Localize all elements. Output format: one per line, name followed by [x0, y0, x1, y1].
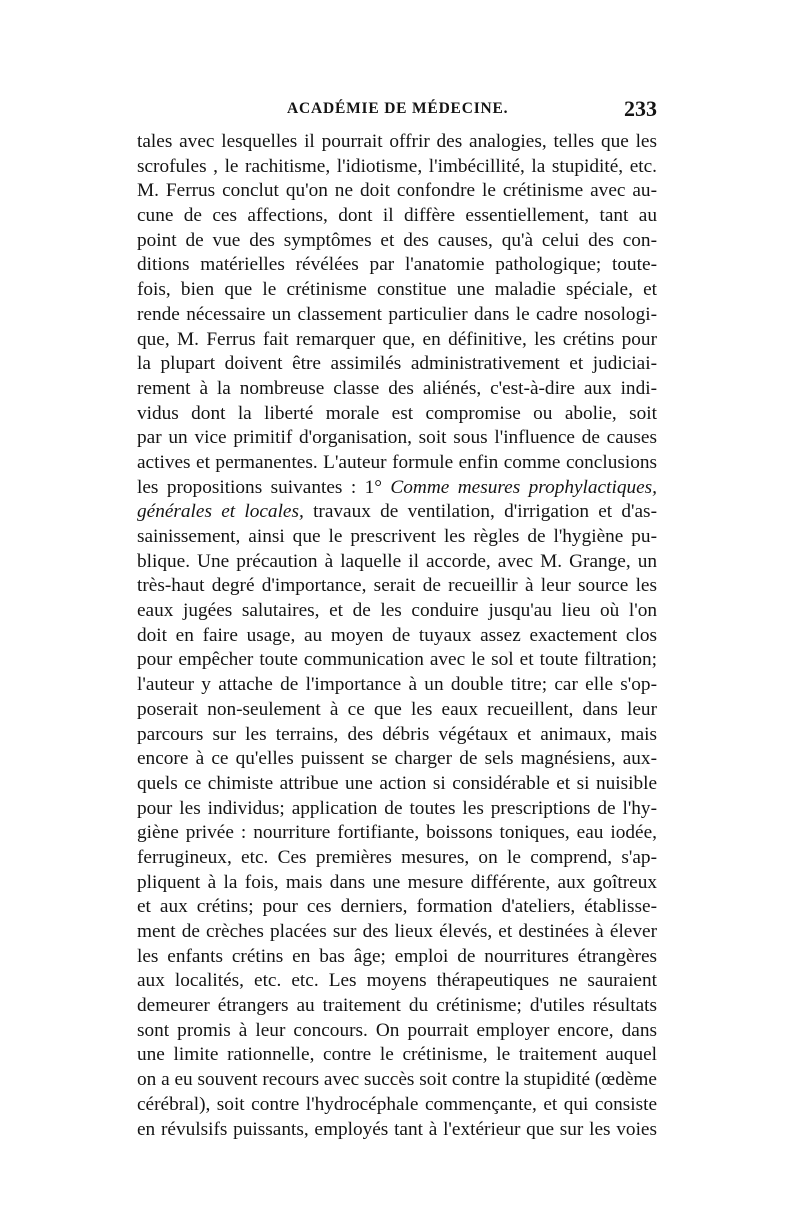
body-text — [137, 130, 657, 1142]
text-line: cérébral), soit contre l'hydrocéphale commençante, et qui consiste — [137, 1093, 657, 1115]
text-line: une limite rationnelle, contre le crétinisme, le traitement auquel — [137, 1044, 657, 1066]
text-line: pour empêcher toute communication avec le sol et toute filtration; — [137, 649, 657, 671]
text-line: M. Ferrus conclut qu'on ne doit confondre le crétinisme avec au- — [137, 180, 657, 202]
text-line: en révulsifs puissants, employés tant à l'extérieur que sur les voies — [137, 1118, 657, 1140]
text-line: ment de crèches placées sur des lieux élevés, et destinées à élever — [137, 921, 657, 942]
text-line: sainissement, ainsi que le prescrivent les règles de l'hygiène pu- — [137, 526, 657, 547]
text-line: sont promis à leur concours. On pourrait employer encore, dans — [137, 1019, 657, 1041]
text-line: rement à la nombreuse classe des aliénés, c'est-à-dire aux indi- — [137, 377, 657, 399]
text-line: et aux crétins; pour ces derniers, formation d'ateliers, établisse- — [137, 896, 657, 918]
text-line: pour les individus; application de toutes les prescriptions de l'hy- — [137, 797, 657, 819]
text-line: les enfants crétins en bas âge; emploi de nourritures étrangères — [137, 945, 657, 967]
text-line: l'auteur y attache de l'importance à un double titre; car elle s'op- — [137, 674, 657, 696]
text-line: demeurer étrangers au traitement du crétinisme; d'utiles résultats — [137, 995, 657, 1017]
text-line: doit en faire usage, au moyen de tuyaux assez exactement clos — [137, 624, 657, 646]
text-line: parcours sur les terrains, des débris végétaux et animaux, mais — [137, 723, 657, 745]
text-line: on a eu souvent recours avec succès soit contre la stupidité (œdème — [137, 1069, 657, 1091]
text-line: que, M. Ferrus fait remarquer que, en définitive, les crétins pour — [137, 328, 657, 350]
text-line: giène privée : nourriture fortifiante, boissons toniques, eau iodée, — [137, 822, 657, 844]
text-line: encore à ce qu'elles puissent se charger de sels magnésiens, aux- — [137, 748, 657, 770]
text-line: par un vice primitif d'organisation, soit sous l'influence de causes — [137, 427, 657, 449]
text-line: tales avec lesquelles il pourrait offrir des analogies, telles que les — [137, 131, 657, 152]
text-line: point de vue des symptômes et des causes, qu'à celui des con- — [137, 229, 657, 251]
page-number: 233 — [624, 96, 657, 121]
page-header — [137, 96, 657, 124]
running-title: ACADÉMIE DE MÉDECINE. — [287, 100, 509, 117]
text-line: la plupart doivent être assimilés administrativement et judiciai- — [137, 353, 657, 375]
text-line: fois, bien que le crétinisme constitue une maladie spéciale, et — [137, 279, 657, 301]
text-line: les propositions suivantes : 1° Comme mesures prophylactiques, — [137, 476, 657, 498]
text-line: aux localités, etc. etc. Les moyens thérapeutiques ne sauraient — [137, 970, 657, 992]
text-line: très-haut degré d'importance, serait de recueillir à leur source les — [137, 575, 657, 597]
text-line: cune de ces affections, dont il diffère essentiellement, tant au — [137, 205, 657, 227]
text-line: rende nécessaire un classement particulier dans le cadre nosologi- — [137, 303, 657, 325]
text-line: vidus dont la liberté morale est compromise ou abolie, soit — [137, 402, 657, 424]
text-line: actives et permanentes. L'auteur formule enfin comme conclusions — [137, 451, 657, 473]
text-line: scrofules , le rachitisme, l'idiotisme, l'imbécillité, la stupidité, etc. — [137, 155, 657, 177]
text-line: poserait non-seulement à ce que les eaux recueillent, dans leur — [137, 698, 657, 720]
italic-phrase: Comme mesures prophylactiques, — [390, 476, 657, 498]
italic-phrase: générales et locales, — [137, 501, 304, 523]
text-line: pliquent à la fois, mais dans une mesure différente, aux goîtreux — [137, 871, 657, 893]
text-line: ditions matérielles révélées par l'anatomie pathologique; toute- — [137, 254, 657, 276]
text-line: quels ce chimiste attribue une action si considérable et si nuisible — [137, 772, 657, 794]
text-line: ferrugineux, etc. Ces premières mesures, on le comprend, s'ap- — [137, 846, 657, 868]
text-line: eaux jugées salutaires, et de les conduire jusqu'au lieu où l'on — [137, 600, 657, 622]
text-line: blique. Une précaution à laquelle il accorde, avec M. Grange, un — [137, 550, 657, 572]
text-line: générales et locales, travaux de ventilation, d'irrigation et d'as- — [137, 501, 657, 523]
